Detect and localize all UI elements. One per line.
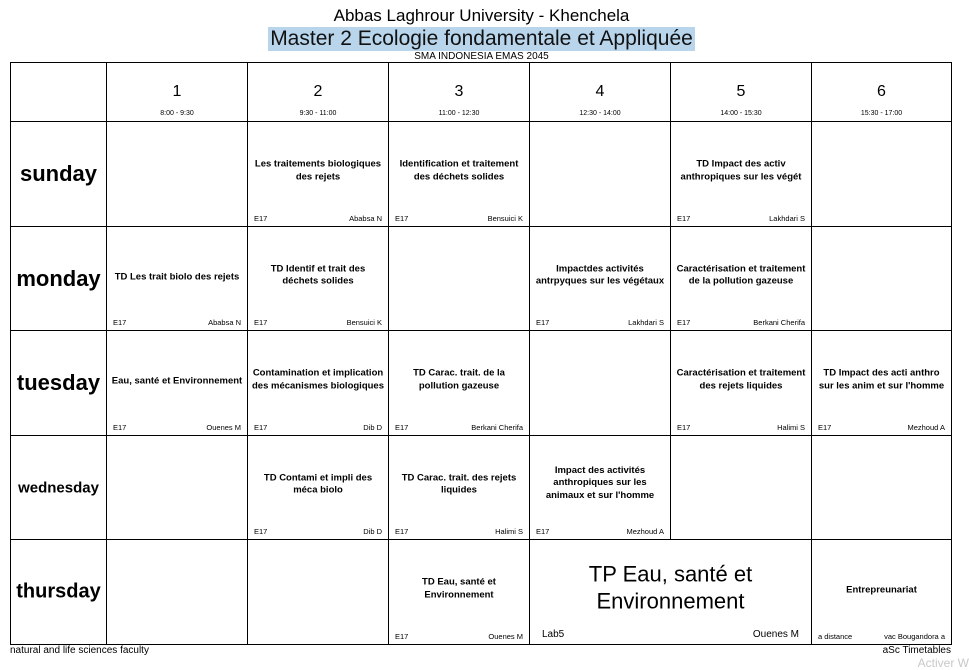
period-number: 3 <box>454 83 464 100</box>
lesson-subject: Contamination et implication des mécanismes biologiques <box>252 367 384 392</box>
lesson-subject: Eau, santé et Environnement <box>111 375 243 387</box>
empty-slot[interactable] <box>389 226 530 331</box>
lesson-subject: Les traitements biologiques des rejets <box>254 158 382 183</box>
lesson-teacher: Dib D <box>363 527 382 537</box>
lesson-teacher: Dib D <box>363 422 382 432</box>
lesson-room: E17 <box>395 422 409 432</box>
lesson-card[interactable] <box>389 331 530 436</box>
lesson-room: E17 <box>254 422 268 432</box>
lesson-subject: TD Impact des activ anthropiques sur les végét <box>680 158 802 183</box>
lesson-subject: TD Eau, santé et Environnement <box>422 576 496 601</box>
lesson-room: E17 <box>254 527 268 537</box>
empty-slot[interactable] <box>530 331 671 436</box>
corner-cell <box>11 63 107 122</box>
lesson-room: E17 <box>818 422 832 432</box>
period-time: 15:30 - 17:00 <box>860 110 903 117</box>
lesson-card[interactable] <box>389 122 530 227</box>
lesson-room: E17 <box>113 318 127 328</box>
day-name: thursday <box>16 580 101 603</box>
day-label-sunday <box>11 122 107 227</box>
lesson-teacher: Ouenes M <box>752 629 799 640</box>
period-header-2 <box>248 63 389 122</box>
empty-slot[interactable] <box>107 540 248 645</box>
empty-slot[interactable] <box>107 122 248 227</box>
lesson-room: E17 <box>677 213 691 223</box>
lesson-card[interactable] <box>389 540 530 645</box>
period-header-1 <box>107 63 248 122</box>
lesson-room: a distance <box>818 632 853 641</box>
lesson-card[interactable] <box>671 122 812 227</box>
lesson-teacher: Ababsa N <box>208 318 241 328</box>
lesson-card[interactable] <box>248 331 389 436</box>
lesson-teacher: Lakhdari S <box>628 318 664 328</box>
lesson-teacher: Ababsa N <box>349 213 382 223</box>
empty-slot[interactable] <box>812 122 952 227</box>
lesson-card[interactable] <box>107 331 248 436</box>
day-name: sunday <box>19 161 98 187</box>
lesson-subject: Caractérisation et traitement des rejets liquides <box>676 367 806 392</box>
faculty-footer: natural and life sciences faculty <box>10 645 149 656</box>
lesson-card[interactable] <box>671 226 812 331</box>
empty-slot[interactable] <box>107 435 248 540</box>
period-number: 1 <box>172 83 182 100</box>
lesson-teacher: Bensuici K <box>346 318 382 328</box>
day-name: tuesday <box>16 370 101 396</box>
lesson-card[interactable] <box>530 435 671 540</box>
lesson-subject: TD Carac. trait. des rejets liquides <box>401 472 517 496</box>
period-header-4 <box>530 63 671 122</box>
lesson-room: E17 <box>536 318 550 328</box>
lesson-card[interactable] <box>248 435 389 540</box>
lesson-teacher: Halimi S <box>495 527 523 537</box>
lesson-room: E17 <box>536 527 550 537</box>
lesson-room: E17 <box>113 422 127 432</box>
day-label-thursday <box>11 540 107 645</box>
timetable-subtitle: SMA INDONESIA EMAS 2045 <box>414 51 549 62</box>
lesson-teacher: Mezhoud A <box>626 527 664 537</box>
lesson-teacher: Lakhdari S <box>769 213 805 223</box>
lesson-room: E17 <box>677 422 691 432</box>
program-title[interactable]: Master 2 Ecologie fondamentale et Appliquée <box>270 27 693 50</box>
lesson-room: E17 <box>395 527 409 537</box>
lesson-card[interactable] <box>671 331 812 436</box>
lesson-teacher: vac Bougandora a <box>884 632 945 641</box>
day-label-tuesday <box>11 331 107 436</box>
lesson-teacher: Mezhoud A <box>907 422 945 432</box>
timetable-grid <box>10 62 952 645</box>
lesson-subject: Impact des activités anthropiques sur les animaux et sur l'homme <box>545 464 655 501</box>
activation-watermark: Activer W <box>917 656 969 670</box>
period-number: 4 <box>595 83 605 100</box>
lesson-subject: TD Carac. trait. de la pollution gazeuse <box>413 367 505 392</box>
lesson-subject: TD Contami et impli des méca biolo <box>263 472 373 496</box>
lesson-teacher: Berkani Cherifa <box>753 318 805 328</box>
lesson-card[interactable] <box>248 122 389 227</box>
period-number: 2 <box>313 83 323 100</box>
lesson-subject: Impactdes activités antrpyques sur les végétaux <box>535 263 665 287</box>
lesson-room: Lab5 <box>542 629 565 640</box>
lesson-teacher: Bensuici K <box>487 213 523 223</box>
lesson-card[interactable] <box>107 226 248 331</box>
lesson-subject: TD Identif et trait des déchets solides <box>270 263 366 287</box>
period-time: 9:30 - 11:00 <box>299 110 337 117</box>
lesson-card[interactable] <box>530 226 671 331</box>
period-time: 14:00 - 15:30 <box>720 110 762 117</box>
lesson-room: E17 <box>254 213 268 223</box>
lesson-room: E17 <box>395 632 409 641</box>
period-number: 5 <box>736 83 746 100</box>
lesson-subject: TD Les trait biolo des rejets <box>114 270 240 282</box>
day-label-wednesday <box>11 435 107 540</box>
lesson-subject: Caractérisation et traitement de la pollution gazeuse <box>676 263 806 287</box>
day-label-monday <box>11 226 107 331</box>
lesson-room: E17 <box>677 318 691 328</box>
lesson-subject: TP Eau, santé et Environnement <box>588 561 753 614</box>
day-name: monday <box>16 265 101 291</box>
empty-slot[interactable] <box>812 226 952 331</box>
period-time: 8:00 - 9:30 <box>160 110 194 117</box>
day-name: wednesday <box>18 479 99 497</box>
lesson-card[interactable] <box>812 331 952 436</box>
lesson-teacher: Ouenes M <box>488 632 523 641</box>
period-time: 12:30 - 14:00 <box>579 110 621 117</box>
lesson-subject: Entrepreunariat <box>846 584 917 596</box>
period-number: 6 <box>877 83 886 100</box>
lesson-teacher: Ouenes M <box>206 422 241 432</box>
lesson-subject: Identification et traitement des déchets solides <box>399 158 519 183</box>
lesson-subject: TD Impact des acti anthro sur les anim et sur l'homme <box>818 367 945 392</box>
lesson-card[interactable] <box>812 540 952 645</box>
lesson-room: E17 <box>395 213 409 223</box>
lesson-card[interactable] <box>248 226 389 331</box>
empty-slot[interactable] <box>812 435 952 540</box>
lesson-room: E17 <box>254 318 268 328</box>
empty-slot[interactable] <box>530 122 671 227</box>
lesson-teacher: Halimi S <box>777 422 805 432</box>
period-header-5 <box>671 63 812 122</box>
empty-slot[interactable] <box>248 540 389 645</box>
program-title-wrap <box>0 27 963 51</box>
period-header-3 <box>389 63 530 122</box>
lesson-card-double[interactable] <box>530 540 812 645</box>
generator-footer: aSc Timetables <box>882 645 951 656</box>
period-header-6 <box>812 63 952 122</box>
empty-slot[interactable] <box>671 435 812 540</box>
period-time: 11:00 - 12:30 <box>438 110 480 117</box>
lesson-card[interactable] <box>389 435 530 540</box>
lesson-teacher: Berkani Cherifa <box>471 422 523 432</box>
university-title: Abbas Laghrour University - Khenchela <box>333 6 630 25</box>
